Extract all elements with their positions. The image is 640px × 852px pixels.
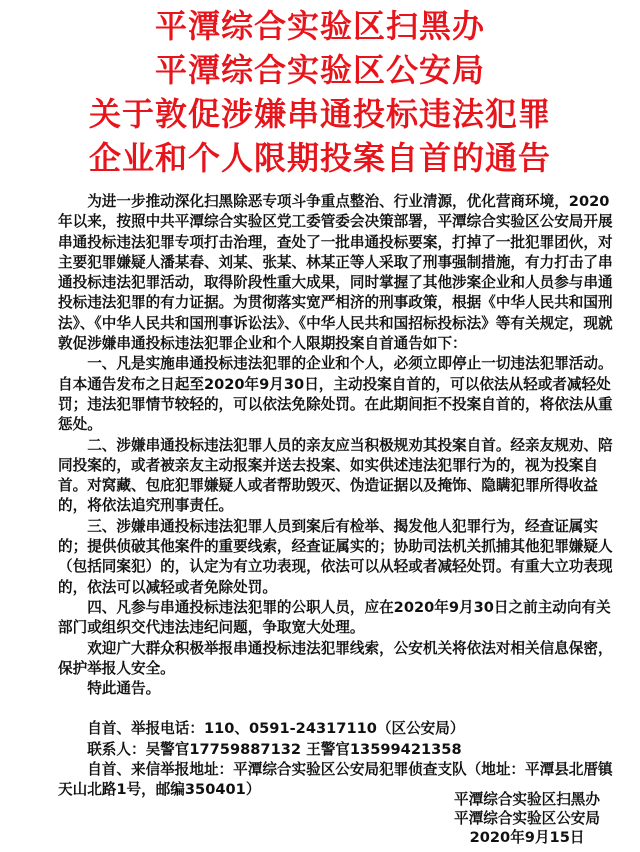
paragraph-clause-3: 三、涉嫌串通投标违法犯罪人员到案后有检举、揭发他人犯罪行为，经查证属实的；提供侦破其他案件的重要线索，经查证属实的；协助司法机关抓捕其他犯罪嫌疑人（包括同案犯）的，认定为有立功表现，依法可以从轻或者减轻处罚。有重大立功表现的，依法可以减轻或者免除处罚。 (58, 517, 613, 596)
paragraph-appeal: 欢迎广大群众积极举报串通投标违法犯罪线索，公安机关将依法对相关信息保密，保护举报人安全。 (58, 639, 613, 677)
signature-block (454, 790, 600, 847)
title-line-2: 平潭综合实验区公安局 (154, 51, 485, 89)
signature-org-1: 平潭综合实验区扫黑办 (454, 791, 600, 808)
paragraph-intro: 为进一步推动深化扫黑除恶专项斗争重点整治、行业清源，优化营商环境，2020年以来，按照中共平潭综合实验区党工委管委会决策部署，平潭综合实验区公安局开展串通投标违法犯罪专项打击治理，查处了一批串通投标要案，打掉了一批犯罪团伙，对主要犯罪嫌疑人潘某春、刘某、张某、林某正等人采取了刑事强制措施，有力打击了串通投标违法犯罪活动，取得阶段性重大成果，同时掌握了其他涉案企业和人员参与串通投标违法犯罪的有力证据。为贯彻落实宽严相济的刑事政策，根据《中华人民共和国刑法》、《中华人民共和国刑事诉讼法》、《中华人民共和国招标投标法》等有关规定，现就敦促涉嫌串通投标违法犯罪企业和个人限期投案自首通告如下： (58, 193, 613, 353)
paragraph-clause-2: 二、涉嫌串通投标违法犯罪人员的亲友应当积极规劝其投案自首。经亲友规劝、陪同投案的，或者被亲友主动报案并送去投案、如实供述违法犯罪行为的，视为投案自首。对窝藏、包庇犯罪嫌疑人或者帮助毁灭、伪造证据以及掩饰、隐瞒犯罪所得收益的，将依法追究刑事责任。 (58, 436, 613, 515)
contact-info (58, 719, 620, 800)
notice-body (58, 192, 620, 699)
signature-date: 2020年9月15日 (469, 829, 585, 846)
title-line-4: 企业和个人限期投案自首的通告 (88, 139, 551, 177)
contact-phone: 自首、举报电话：110、0591-24317110（区公安局） (87, 720, 465, 738)
paragraph-clause-4: 四、凡参与串通投标违法犯罪的公职人员，应在2020年9月30日之前主动向有关部门或组织交代违法违纪问题，争取宽大处理。 (58, 598, 611, 637)
contact-address: 自首、来信举报地址：平潭综合实验区公安局犯罪侦查支队（地址：平潭县北厝镇天山北路1号，邮编350401） (58, 761, 613, 799)
title-line-3: 关于敦促涉嫌串通投标违法犯罪 (88, 95, 551, 133)
title-line-1: 平潭综合实验区扫黑办 (154, 7, 485, 45)
contact-person: 联系人：吴警官17759887132 王警官13599421358 (87, 740, 462, 758)
paragraph-closing: 特此通告。 (87, 680, 161, 698)
notice-title (0, 0, 640, 180)
signature-org-2: 平潭综合实验区公安局 (454, 810, 600, 827)
paragraph-clause-1: 一、凡是实施串通投标违法犯罪的企业和个人，必须立即停止一切违法犯罪活动。自本通告发布之日起至2020年9月30日，主动投案自首的，可以依法从轻或者减轻处罚；违法犯罪情节较轻的，可以依法免除处罚。在此期间拒不投案自首的，将依法从重惩处。 (58, 355, 613, 434)
